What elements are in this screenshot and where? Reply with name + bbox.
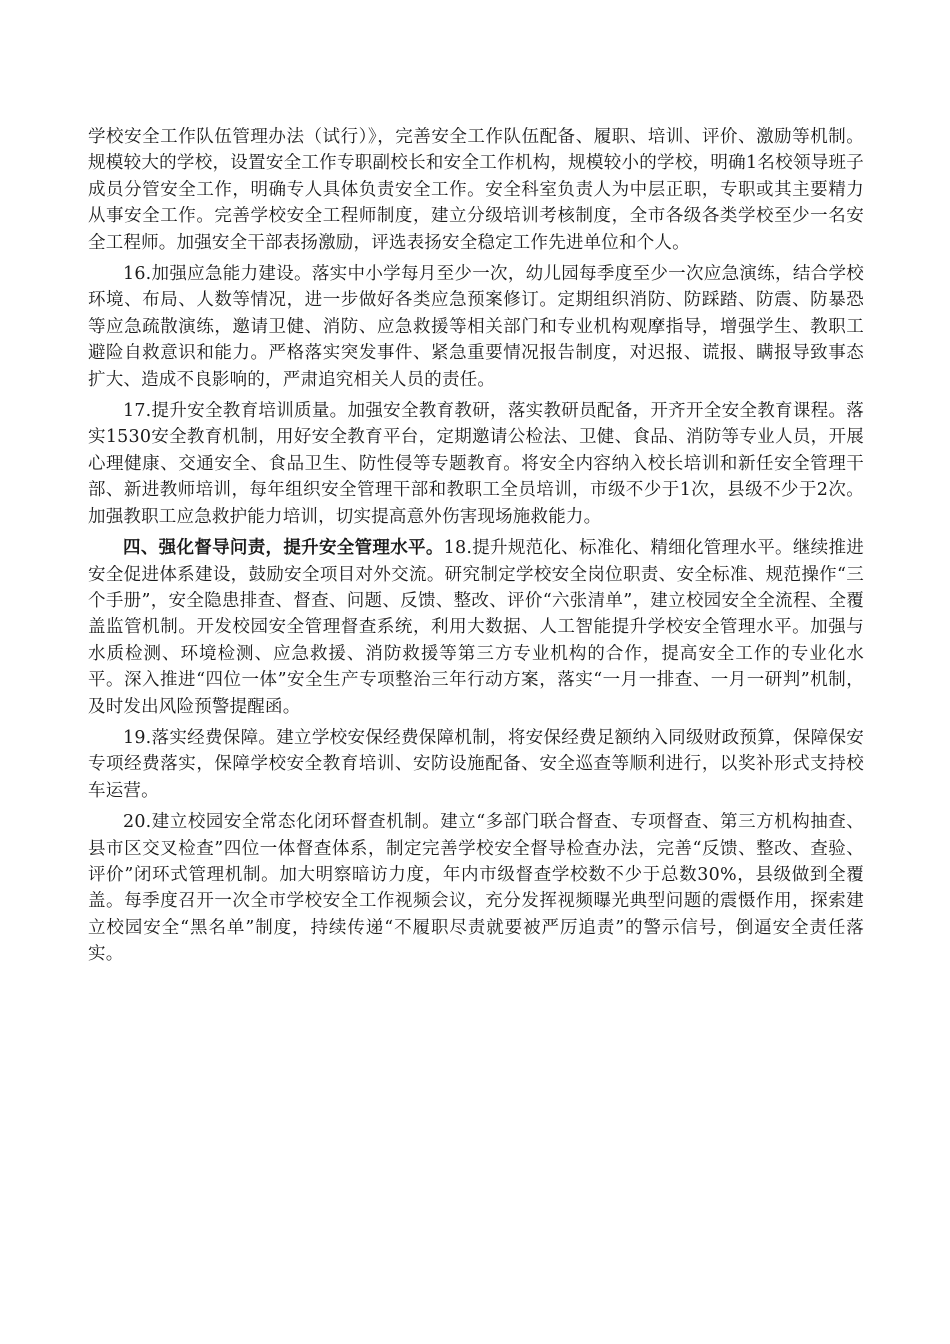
paragraph-text: 学校安全工作队伍管理办法（试行）》，完善安全工作队伍配备、履职、培训、评价、激励等机制。规模较大的学校，设置安全工作专职副校长和安全工作机构，规模较小的学校，明确1名校领导班子成员分管安全工作，明确专人具体负责安全工作。安全科室负责人为中层正职，专职或其主要精力从事安全工作。完善学校安全工程师制度，建立分级培训考核制度，全市各级各类学校至少一名安全工程师。加强安全干部表扬激励，评选表扬安全稳定工作先进单位和个人。	[88, 127, 864, 253]
paragraph-text: 17.提升安全教育培训质量。加强安全教育教研，落实教研员配备，开齐开全安全教育课程。落实1530安全教育机制，用好安全教育平台，定期邀请公检法、卫健、食品、消防等专业人员，开展心理健康、交通安全、食品卫生、防性侵等专题教育。将安全内容纳入校长培训和新任安全管理干部、新进教师培训，每年组织安全管理干部和教职工全员培训，市级不少于1次，县级不少于2次。加强教职工应急救护能力培训，切实提高意外伤害现场施救能力。	[88, 401, 864, 527]
document-body	[88, 124, 864, 973]
paragraph-continuation	[88, 124, 864, 256]
paragraph-text: 20.建立校园安全常态化闭环督查机制。建立“多部门联合督查、专项督查、第三方机构抽查、县市区交叉检查”四位一体督查体系，制定完善学校安全督导检查办法，完善“反馈、整改、查验、评价”闭环式管理机制。加大明察暗访力度，年内市级督查学校数不少于总数30%，县级做到全覆盖。每季度召开一次全市学校安全工作视频会议，充分发挥视频曝光典型问题的震慑作用，探索建立校园安全“黑名单”制度，持续传递“不履职尽责就要被严厉追责”的警示信号，倒逼安全责任落实。	[88, 812, 864, 965]
paragraph-section-4	[88, 535, 864, 720]
paragraph-item-17	[88, 398, 864, 530]
paragraph-item-19	[88, 725, 864, 804]
paragraph-text: 16.加强应急能力建设。落实中小学每月至少一次，幼儿园每季度至少一次应急演练，结合学校环境、布局、人数等情况，进一步做好各类应急预案修订。定期组织消防、防踩踏、防震、防暴恐等应急疏散演练，邀请卫健、消防、应急救援等相关部门和专业机构观摩指导，增强学生、教职工避险自救意识和能力。严格落实突发事件、紧急重要情况报告制度，对迟报、谎报、瞒报导致事态扩大、造成不良影响的，严肃追究相关人员的责任。	[88, 264, 864, 390]
section-heading: 四、强化督导问责，提升安全管理水平。	[123, 538, 444, 559]
paragraph-item-16	[88, 261, 864, 393]
paragraph-item-20	[88, 809, 864, 967]
paragraph-text: 19.落实经费保障。建立学校安保经费保障机制，将安保经费足额纳入同级财政预算，保障保安专项经费落实，保障学校安全教育培训、安防设施配备、安全巡查等顺利进行，以奖补形式支持校车运营。	[88, 727, 864, 801]
paragraph-text: 18.提升规范化、标准化、精细化管理水平。继续推进安全促进体系建设，鼓励安全项目对外交流。研究制定学校安全岗位职责、安全标准、规范操作“三个手册”，安全隐患排查、督查、问题、反馈、整改、评价“六张清单”，建立校园安全全流程、全覆盖监管机制。开发校园安全管理督查系统，利用大数据、人工智能提升学校安全管理水平。加强与水质检测、环境检测、应急救援、消防救援等第三方专业机构的合作，提高安全工作的专业化水平。深入推进“四位一体”安全生产专项整治三年行动方案，落实“一月一排查、一月一研判”机制，及时发出风险预警提醒函。	[88, 538, 864, 717]
